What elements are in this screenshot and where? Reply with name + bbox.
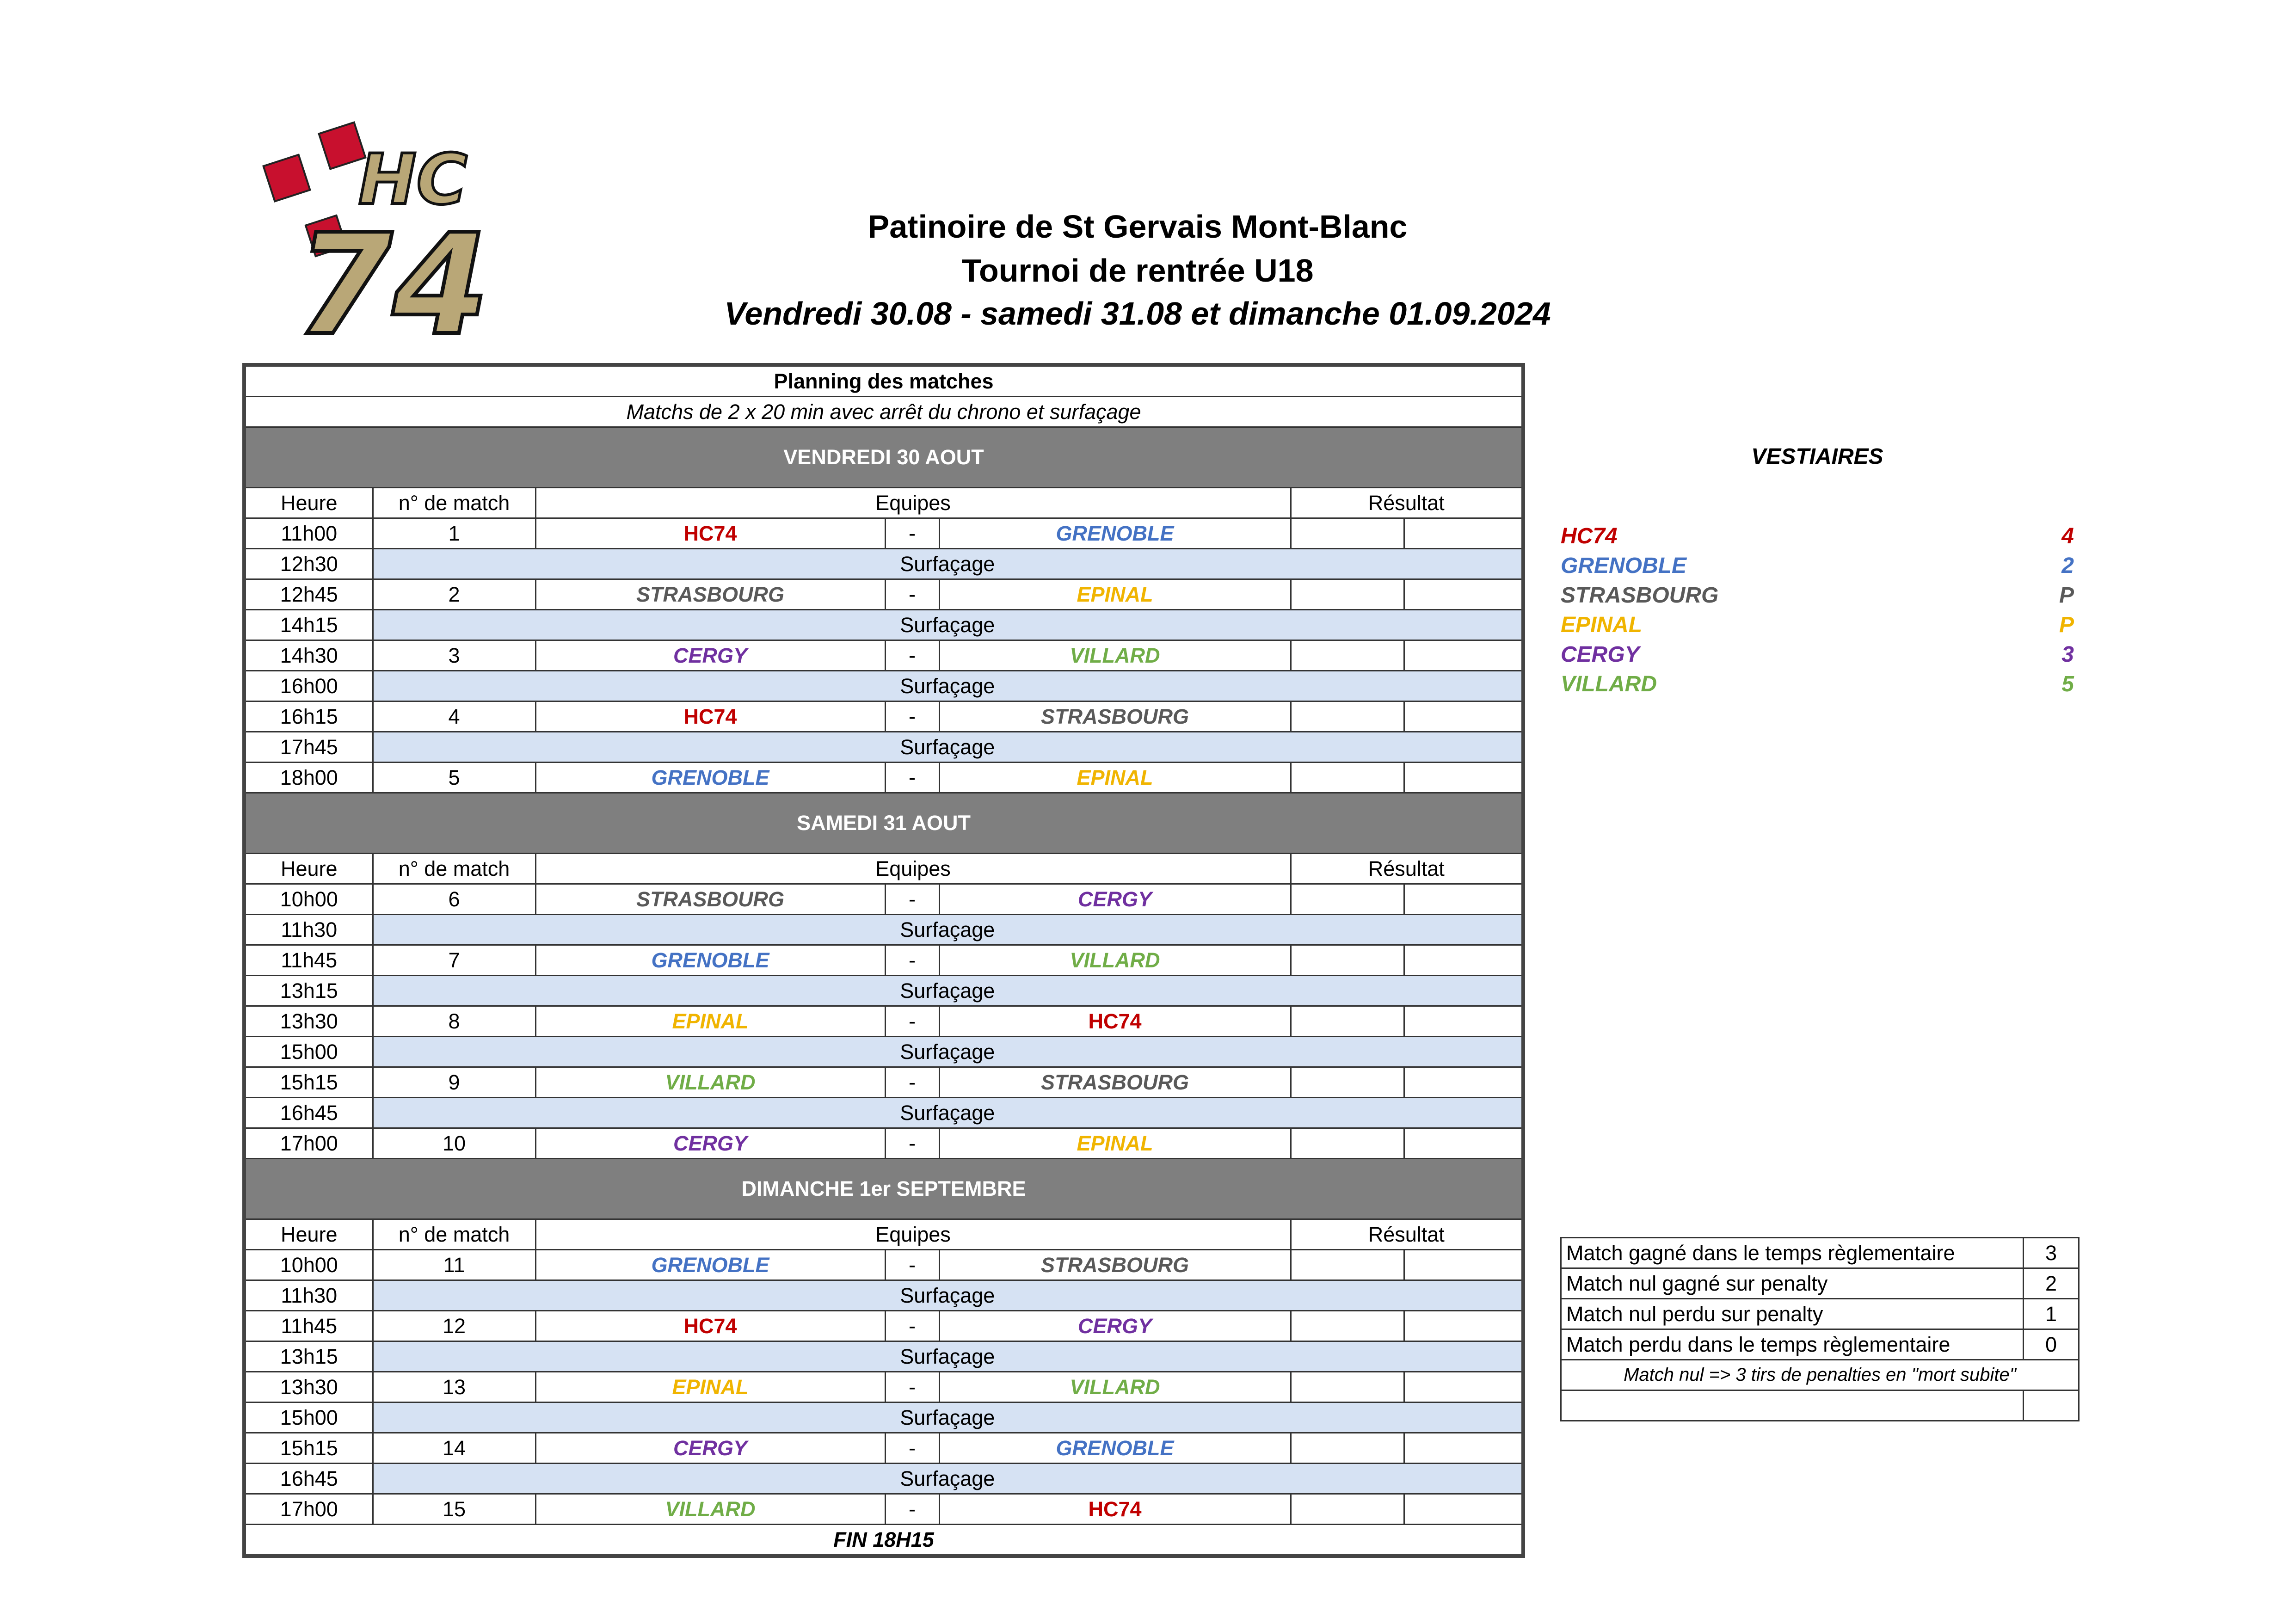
- match-row: [244, 1006, 1523, 1037]
- score-home: [1291, 884, 1404, 915]
- points-label: Match perdu dans le temps règlementaire: [1561, 1329, 2024, 1360]
- vestiaire-team: CERGY: [1561, 642, 1640, 667]
- away-team: VILLARD: [939, 1372, 1291, 1403]
- vs-separator: -: [885, 640, 939, 671]
- surfacage-label: Surfaçage: [373, 1341, 1523, 1372]
- match-row: [244, 1494, 1523, 1525]
- points-label: Match gagné dans le temps règlementaire: [1561, 1238, 2024, 1268]
- col-header-heure: Heure: [244, 488, 373, 518]
- away-team: CERGY: [939, 884, 1291, 915]
- score-away: [1404, 579, 1523, 610]
- points-empty-value: [2024, 1390, 2079, 1421]
- match-time: 16h45: [244, 1464, 373, 1494]
- match-row: [244, 1311, 1523, 1341]
- score-home: [1291, 1006, 1404, 1037]
- match-time: 13h15: [244, 1341, 373, 1372]
- match-time: 16h00: [244, 671, 373, 701]
- score-home: [1291, 1067, 1404, 1098]
- vestiaire-row: [1561, 551, 2074, 580]
- vestiaire-row: [1561, 521, 2074, 551]
- match-time: 12h30: [244, 549, 373, 579]
- day-banner-row: [244, 1159, 1523, 1219]
- vs-separator: -: [885, 701, 939, 732]
- points-row: [1561, 1329, 2079, 1360]
- match-time: 11h00: [244, 518, 373, 549]
- vs-separator: -: [885, 518, 939, 549]
- surfacage-label: Surfaçage: [373, 610, 1523, 640]
- match-time: 15h15: [244, 1067, 373, 1098]
- points-label: Match nul perdu sur penalty: [1561, 1299, 2024, 1329]
- away-team: CERGY: [939, 1311, 1291, 1341]
- points-value: 1: [2024, 1299, 2079, 1329]
- home-team: HC74: [535, 701, 885, 732]
- match-time: 11h30: [244, 1280, 373, 1311]
- vs-separator: -: [885, 1372, 939, 1403]
- match-time: 13h30: [244, 1372, 373, 1403]
- match-row: [244, 1128, 1523, 1159]
- hc74-logo: [259, 118, 499, 358]
- home-team: GRENOBLE: [535, 763, 885, 793]
- score-home: [1291, 1494, 1404, 1525]
- score-away: [1404, 1067, 1523, 1098]
- vestiaire-team: EPINAL: [1561, 612, 1643, 637]
- match-row: [244, 701, 1523, 732]
- match-number: 3: [373, 640, 535, 671]
- away-team: VILLARD: [939, 640, 1291, 671]
- vestiaire-team: HC74: [1561, 523, 1618, 548]
- surfacage-row: [244, 915, 1523, 945]
- surfacage-row: [244, 1037, 1523, 1067]
- score-away: [1404, 1494, 1523, 1525]
- vestiaire-row: [1561, 640, 2074, 669]
- logo-74-text: 74: [296, 204, 489, 358]
- surfacage-label: Surfaçage: [373, 549, 1523, 579]
- score-away: [1404, 1372, 1523, 1403]
- vs-separator: -: [885, 1128, 939, 1159]
- score-home: [1291, 1250, 1404, 1280]
- match-time: 17h00: [244, 1128, 373, 1159]
- col-header-match: n° de match: [373, 1219, 535, 1250]
- col-header-resultat: Résultat: [1291, 854, 1523, 884]
- home-team: EPINAL: [535, 1372, 885, 1403]
- score-away: [1404, 1311, 1523, 1341]
- col-header-resultat: Résultat: [1291, 488, 1523, 518]
- points-value: 0: [2024, 1329, 2079, 1360]
- score-home: [1291, 763, 1404, 793]
- col-header-resultat: Résultat: [1291, 1219, 1523, 1250]
- match-number: 4: [373, 701, 535, 732]
- score-away: [1404, 763, 1523, 793]
- match-row: [244, 763, 1523, 793]
- vs-separator: -: [885, 763, 939, 793]
- surfacage-row: [244, 1098, 1523, 1128]
- surfacage-label: Surfaçage: [373, 1464, 1523, 1494]
- day-banner: DIMANCHE 1er SEPTEMBRE: [244, 1159, 1523, 1219]
- points-label: Match nul gagné sur penalty: [1561, 1268, 2024, 1299]
- match-number: 6: [373, 884, 535, 915]
- match-time: 15h00: [244, 1037, 373, 1067]
- points-row: [1561, 1238, 2079, 1268]
- surfacage-row: [244, 976, 1523, 1006]
- home-team: HC74: [535, 1311, 885, 1341]
- away-team: GRENOBLE: [939, 1433, 1291, 1464]
- col-header-equipes: Equipes: [535, 854, 1291, 884]
- points-empty-row: [1561, 1390, 2079, 1421]
- away-team: HC74: [939, 1006, 1291, 1037]
- vestiaire-team: GRENOBLE: [1561, 553, 1687, 578]
- surfacage-label: Surfaçage: [373, 671, 1523, 701]
- score-away: [1404, 701, 1523, 732]
- match-number: 13: [373, 1372, 535, 1403]
- match-number: 7: [373, 945, 535, 976]
- surfacage-row: [244, 610, 1523, 640]
- home-team: STRASBOURG: [535, 579, 885, 610]
- match-time: 16h15: [244, 701, 373, 732]
- vestiaire-number: P: [2059, 583, 2074, 608]
- column-header-row: [244, 488, 1523, 518]
- vestiaire-number: 5: [2061, 671, 2074, 696]
- vestiaire-team: STRASBOURG: [1561, 583, 1719, 608]
- match-number: 10: [373, 1128, 535, 1159]
- schedule-table: [242, 363, 1525, 1558]
- away-team: VILLARD: [939, 945, 1291, 976]
- col-header-match: n° de match: [373, 854, 535, 884]
- vestiaire-number: 4: [2061, 523, 2074, 548]
- match-number: 15: [373, 1494, 535, 1525]
- surfacage-label: Surfaçage: [373, 1037, 1523, 1067]
- match-number: 5: [373, 763, 535, 793]
- away-team: GRENOBLE: [939, 518, 1291, 549]
- vestiaire-row: [1561, 669, 2074, 699]
- score-home: [1291, 579, 1404, 610]
- match-row: [244, 1067, 1523, 1098]
- vs-separator: -: [885, 579, 939, 610]
- points-note: Match nul => 3 tirs de penalties en "mort subite": [1561, 1360, 2079, 1390]
- match-time: 10h00: [244, 884, 373, 915]
- match-time: 14h30: [244, 640, 373, 671]
- score-home: [1291, 1311, 1404, 1341]
- match-time: 13h30: [244, 1006, 373, 1037]
- surfacage-label: Surfaçage: [373, 976, 1523, 1006]
- vestiaires-list: [1561, 521, 2074, 699]
- score-away: [1404, 884, 1523, 915]
- surfacage-label: Surfaçage: [373, 1098, 1523, 1128]
- vestiaires-title: VESTIAIRES: [1751, 444, 1883, 469]
- score-away: [1404, 518, 1523, 549]
- schedule-subtitle: Matchs de 2 x 20 min avec arrêt du chrono et surfaçage: [244, 397, 1523, 427]
- points-row: [1561, 1268, 2079, 1299]
- points-row: [1561, 1299, 2079, 1329]
- surfacage-row: [244, 671, 1523, 701]
- day-banner-row: [244, 427, 1523, 488]
- match-number: 12: [373, 1311, 535, 1341]
- match-time: 10h00: [244, 1250, 373, 1280]
- day-banner: SAMEDI 31 AOUT: [244, 793, 1523, 854]
- points-table: [1560, 1237, 2080, 1421]
- vestiaire-team: VILLARD: [1561, 671, 1657, 696]
- match-number: 14: [373, 1433, 535, 1464]
- page-title-venue: Patinoire de St Gervais Mont-Blanc: [868, 209, 1408, 245]
- away-team: EPINAL: [939, 1128, 1291, 1159]
- vs-separator: -: [885, 1250, 939, 1280]
- match-time: 15h00: [244, 1403, 373, 1433]
- match-row: [244, 1433, 1523, 1464]
- fin-row: [244, 1525, 1523, 1556]
- match-time: 16h45: [244, 1098, 373, 1128]
- vestiaire-number: P: [2059, 612, 2074, 637]
- score-home: [1291, 640, 1404, 671]
- score-home: [1291, 1372, 1404, 1403]
- home-team: EPINAL: [535, 1006, 885, 1037]
- schedule-title: Planning des matches: [244, 365, 1523, 397]
- vs-separator: -: [885, 1067, 939, 1098]
- vs-separator: -: [885, 1006, 939, 1037]
- score-home: [1291, 701, 1404, 732]
- match-time: 14h15: [244, 610, 373, 640]
- match-row: [244, 1250, 1523, 1280]
- home-team: CERGY: [535, 1433, 885, 1464]
- score-home: [1291, 1433, 1404, 1464]
- match-row: [244, 640, 1523, 671]
- score-home: [1291, 1128, 1404, 1159]
- points-value: 2: [2024, 1268, 2079, 1299]
- col-header-heure: Heure: [244, 854, 373, 884]
- match-row: [244, 579, 1523, 610]
- away-team: STRASBOURG: [939, 701, 1291, 732]
- score-away: [1404, 1433, 1523, 1464]
- vs-separator: -: [885, 1311, 939, 1341]
- home-team: CERGY: [535, 640, 885, 671]
- column-header-row: [244, 1219, 1523, 1250]
- match-time: 11h45: [244, 945, 373, 976]
- score-away: [1404, 1128, 1523, 1159]
- match-row: [244, 945, 1523, 976]
- away-team: EPINAL: [939, 763, 1291, 793]
- match-number: 1: [373, 518, 535, 549]
- away-team: STRASBOURG: [939, 1250, 1291, 1280]
- col-header-match: n° de match: [373, 488, 535, 518]
- match-time: 15h15: [244, 1433, 373, 1464]
- score-away: [1404, 640, 1523, 671]
- page-title-dates: Vendredi 30.08 - samedi 31.08 et dimanche 01.09.2024: [724, 295, 1551, 332]
- match-number: 11: [373, 1250, 535, 1280]
- col-header-heure: Heure: [244, 1219, 373, 1250]
- surfacage-row: [244, 1403, 1523, 1433]
- vestiaire-row: [1561, 610, 2074, 640]
- logo-hc-text: HC: [358, 140, 468, 220]
- surfacage-row: [244, 1464, 1523, 1494]
- home-team: STRASBOURG: [535, 884, 885, 915]
- surfacage-row: [244, 732, 1523, 763]
- match-number: 9: [373, 1067, 535, 1098]
- score-away: [1404, 1250, 1523, 1280]
- match-time: 12h45: [244, 579, 373, 610]
- match-row: [244, 884, 1523, 915]
- surfacage-label: Surfaçage: [373, 732, 1523, 763]
- home-team: CERGY: [535, 1128, 885, 1159]
- away-team: HC74: [939, 1494, 1291, 1525]
- home-team: GRENOBLE: [535, 945, 885, 976]
- vs-separator: -: [885, 1494, 939, 1525]
- score-away: [1404, 1006, 1523, 1037]
- surfacage-row: [244, 1280, 1523, 1311]
- col-header-equipes: Equipes: [535, 1219, 1291, 1250]
- match-row: [244, 518, 1523, 549]
- match-number: 2: [373, 579, 535, 610]
- vs-separator: -: [885, 1433, 939, 1464]
- vs-separator: -: [885, 884, 939, 915]
- surfacage-row: [244, 549, 1523, 579]
- day-banner: VENDREDI 30 AOUT: [244, 427, 1523, 488]
- home-team: VILLARD: [535, 1067, 885, 1098]
- match-time: 13h15: [244, 976, 373, 1006]
- match-time: 18h00: [244, 763, 373, 793]
- score-home: [1291, 945, 1404, 976]
- match-row: [244, 1372, 1523, 1403]
- page-title-tournament: Tournoi de rentrée U18: [961, 252, 1314, 289]
- match-time: 11h45: [244, 1311, 373, 1341]
- score-away: [1404, 945, 1523, 976]
- match-number: 8: [373, 1006, 535, 1037]
- vestiaire-number: 3: [2061, 642, 2074, 667]
- surfacage-label: Surfaçage: [373, 915, 1523, 945]
- vestiaire-number: 2: [2061, 553, 2074, 578]
- match-time: 11h30: [244, 915, 373, 945]
- column-header-row: [244, 854, 1523, 884]
- col-header-equipes: Equipes: [535, 488, 1291, 518]
- match-time: 17h45: [244, 732, 373, 763]
- match-time: 17h00: [244, 1494, 373, 1525]
- fin-label: FIN 18H15: [244, 1525, 1523, 1556]
- vs-separator: -: [885, 945, 939, 976]
- vestiaire-row: [1561, 580, 2074, 610]
- away-team: STRASBOURG: [939, 1067, 1291, 1098]
- surfacage-label: Surfaçage: [373, 1280, 1523, 1311]
- points-value: 3: [2024, 1238, 2079, 1268]
- surfacage-row: [244, 1341, 1523, 1372]
- score-home: [1291, 518, 1404, 549]
- points-note-row: [1561, 1360, 2079, 1390]
- home-team: HC74: [535, 518, 885, 549]
- away-team: EPINAL: [939, 579, 1291, 610]
- surfacage-label: Surfaçage: [373, 1403, 1523, 1433]
- points-empty-label: [1561, 1390, 2024, 1421]
- home-team: VILLARD: [535, 1494, 885, 1525]
- day-banner-row: [244, 793, 1523, 854]
- home-team: GRENOBLE: [535, 1250, 885, 1280]
